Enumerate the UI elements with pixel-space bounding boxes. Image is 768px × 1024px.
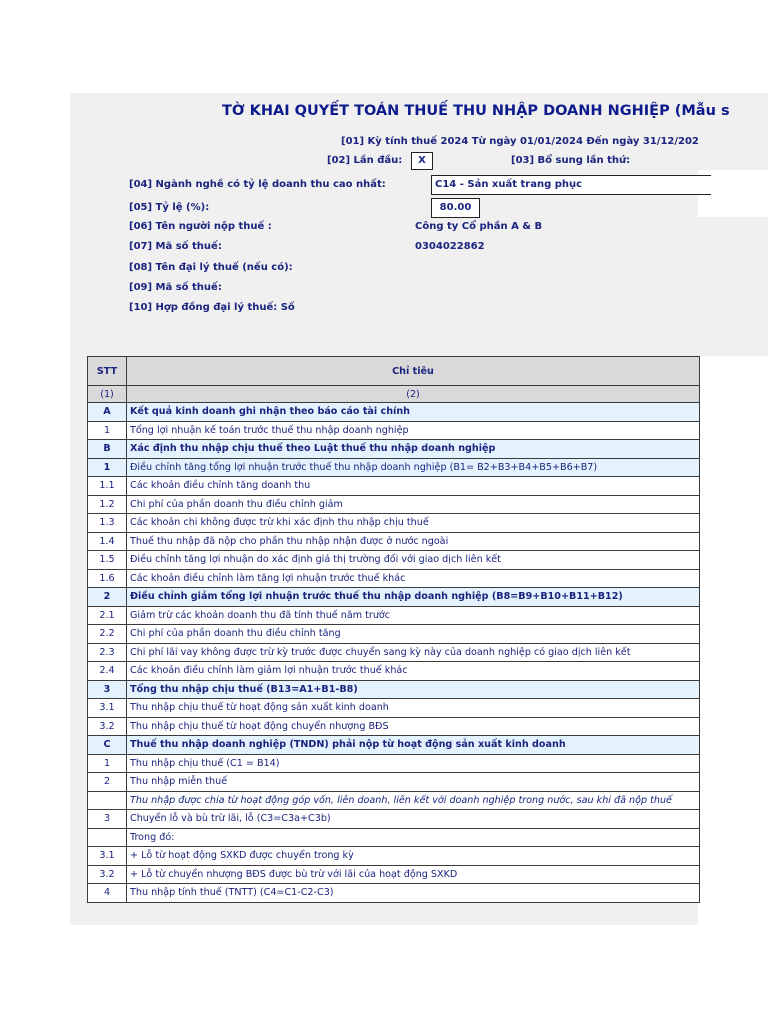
row-indicator: + Lỗ từ chuyển nhượng BĐS được bù trừ với lãi của hoạt động SXKD xyxy=(127,865,700,884)
table-row xyxy=(88,569,700,588)
row-stt: 1.1 xyxy=(88,477,127,496)
row-stt: C xyxy=(88,736,127,755)
table-row xyxy=(88,810,700,829)
column-number-row xyxy=(88,386,700,403)
taxpayer-name-value: Công ty Cổ phần A & B xyxy=(415,221,543,232)
table-row xyxy=(88,717,700,736)
row-indicator: Chi phí lãi vay không được trừ kỳ trước được chuyển sang kỳ này của doanh nghiệp có giao dịch liên kết xyxy=(127,643,700,662)
row-stt: 1 xyxy=(88,754,127,773)
row-stt: 3.2 xyxy=(88,717,127,736)
row-stt: 3.1 xyxy=(88,699,127,718)
table-row xyxy=(88,754,700,773)
tax-agent-label: [08] Tên đại lý thuế (nếu có): xyxy=(129,262,293,273)
table-row xyxy=(88,884,700,903)
row-stt: 2 xyxy=(88,773,127,792)
table-row xyxy=(88,662,700,681)
row-indicator: Chi phí của phần doanh thu điều chỉnh giảm xyxy=(127,495,700,514)
row-indicator: Thu nhập được chia từ hoạt động góp vốn, liên doanh, liên kết với doanh nghiệp trong nước, sau khi đã nộp thuế xyxy=(127,791,700,810)
row-indicator: Thu nhập miễn thuế xyxy=(127,773,700,792)
row-indicator: Điều chỉnh tăng lợi nhuận do xác định giá thị trường đối với giao dịch liên kết xyxy=(127,551,700,570)
first-time-checkbox[interactable]: X xyxy=(411,152,433,170)
table-row xyxy=(88,458,700,477)
table-row xyxy=(88,643,700,662)
industry-label: [04] Ngành nghề có tỷ lệ doanh thu cao nhất: xyxy=(129,179,386,190)
header-indicator: Chỉ tiêu xyxy=(127,357,700,386)
row-indicator: Điều chỉnh tăng tổng lợi nhuận trước thuế thu nhập doanh nghiệp (B1= B2+B3+B4+B5+B6+B7) xyxy=(127,458,700,477)
row-indicator: Các khoản chi không được trừ khi xác định thu nhập chịu thuế xyxy=(127,514,700,533)
table-row xyxy=(88,828,700,847)
table-row xyxy=(88,625,700,644)
table-row xyxy=(88,791,700,810)
first-time-label: [02] Lần đầu: xyxy=(327,155,403,166)
table-row xyxy=(88,421,700,440)
row-indicator: Thu nhập chịu thuế từ hoạt động sản xuất kinh doanh xyxy=(127,699,700,718)
table-row xyxy=(88,495,700,514)
row-stt: 1.6 xyxy=(88,569,127,588)
row-indicator: Kết quả kinh doanh ghi nhận theo báo cáo tài chính xyxy=(127,403,700,422)
ratio-field[interactable]: 80.00 xyxy=(431,198,480,218)
row-indicator: Chuyển lỗ và bù trừ lãi, lỗ (C3=C3a+C3b) xyxy=(127,810,700,829)
ratio-label: [05] Tỷ lệ (%): xyxy=(129,202,210,213)
row-stt: 3 xyxy=(88,680,127,699)
row-indicator: Các khoản điều chỉnh làm giảm lợi nhuận trước thuế khác xyxy=(127,662,700,681)
row-stt: 1.4 xyxy=(88,532,127,551)
agent-tax-code-label: [09] Mã số thuế: xyxy=(129,282,222,293)
row-indicator: Thu nhập chịu thuế (C1 = B14) xyxy=(127,754,700,773)
table-row xyxy=(88,699,700,718)
row-stt xyxy=(88,828,127,847)
row-indicator: Tổng lợi nhuận kế toán trước thuế thu nhập doanh nghiệp xyxy=(127,421,700,440)
row-indicator: Điều chỉnh giảm tổng lợi nhuận trước thuế thu nhập doanh nghiệp (B8=B9+B10+B11+B12) xyxy=(127,588,700,607)
tax-code-value: 0304022862 xyxy=(415,241,485,252)
table-row xyxy=(88,532,700,551)
column-number-1: (1) xyxy=(88,386,127,403)
column-number-2: (2) xyxy=(127,386,700,403)
table-row xyxy=(88,865,700,884)
table-row xyxy=(88,588,700,607)
declaration-table xyxy=(87,356,700,903)
row-stt: A xyxy=(88,403,127,422)
row-indicator: Giảm trừ các khoản doanh thu đã tính thuế năm trước xyxy=(127,606,700,625)
supplement-label: [03] Bổ sung lần thứ: xyxy=(511,155,631,166)
table-row xyxy=(88,514,700,533)
row-stt: 3.2 xyxy=(88,865,127,884)
row-stt: 1.2 xyxy=(88,495,127,514)
row-stt: 3 xyxy=(88,810,127,829)
row-stt: 1.3 xyxy=(88,514,127,533)
form-title: TỜ KHAI QUYẾT TOÁN THUẾ THU NHẬP DOANH NGHIỆP (Mẫu s xyxy=(222,103,730,119)
row-indicator: Các khoản điều chỉnh tăng doanh thu xyxy=(127,477,700,496)
taxpayer-name-label: [06] Tên người nộp thuế : xyxy=(129,221,272,232)
row-indicator: Thu nhập tính thuế (TNTT) (C4=C1-C2-C3) xyxy=(127,884,700,903)
row-stt: 2.4 xyxy=(88,662,127,681)
row-indicator: Thuế thu nhập đã nộp cho phần thu nhập nhận được ở nước ngoài xyxy=(127,532,700,551)
tax-code-label: [07] Mã số thuế: xyxy=(129,241,222,252)
row-indicator: + Lỗ từ hoạt động SXKD được chuyển trong kỳ xyxy=(127,847,700,866)
tax-period: [01] Kỳ tính thuế 2024 Từ ngày 01/01/2024 Đến ngày 31/12/202 xyxy=(341,136,699,147)
row-indicator: Trong đó: xyxy=(127,828,700,847)
table-row xyxy=(88,773,700,792)
row-stt xyxy=(88,791,127,810)
row-indicator: Xác định thu nhập chịu thuế theo Luật thuế thu nhập doanh nghiệp xyxy=(127,440,700,459)
row-indicator: Tổng thu nhập chịu thuế (B13=A1+B1-B8) xyxy=(127,680,700,699)
industry-field[interactable]: C14 - Sản xuất trang phục xyxy=(431,175,711,195)
table-row xyxy=(88,477,700,496)
row-stt: B xyxy=(88,440,127,459)
row-stt: 2.1 xyxy=(88,606,127,625)
row-indicator: Các khoản điều chỉnh làm tăng lợi nhuận trước thuế khác xyxy=(127,569,700,588)
row-stt: 1 xyxy=(88,421,127,440)
table-row xyxy=(88,551,700,570)
row-stt: 4 xyxy=(88,884,127,903)
row-stt: 1 xyxy=(88,458,127,477)
row-stt: 3.1 xyxy=(88,847,127,866)
table-row xyxy=(88,736,700,755)
row-stt: 2.2 xyxy=(88,625,127,644)
table-row xyxy=(88,606,700,625)
row-indicator: Chi phí của phần doanh thu điều chỉnh tăng xyxy=(127,625,700,644)
blank-region xyxy=(698,356,768,1024)
row-stt: 1.5 xyxy=(88,551,127,570)
header-stt: STT xyxy=(88,357,127,386)
table-row xyxy=(88,680,700,699)
row-stt: 2.3 xyxy=(88,643,127,662)
table-row xyxy=(88,440,700,459)
row-indicator: Thuế thu nhập doanh nghiệp (TNDN) phải nộp từ hoạt động sản xuất kinh doanh xyxy=(127,736,700,755)
table-row xyxy=(88,403,700,422)
table-row xyxy=(88,847,700,866)
row-stt: 2 xyxy=(88,588,127,607)
row-indicator: Thu nhập chịu thuế từ hoạt động chuyển nhượng BĐS xyxy=(127,717,700,736)
table-header-row xyxy=(88,357,700,386)
agent-contract-label: [10] Hợp đồng đại lý thuế: Số xyxy=(129,302,295,313)
